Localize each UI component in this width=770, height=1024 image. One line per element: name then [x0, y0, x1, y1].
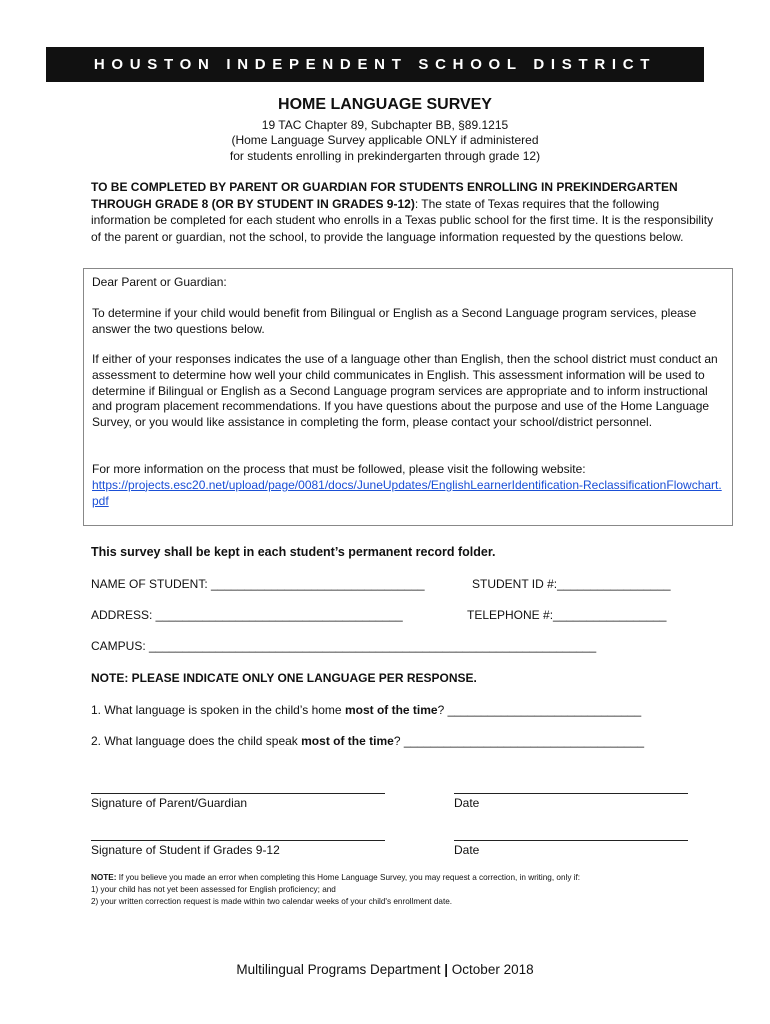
question-1-answer-line[interactable]: ? _____________________________	[437, 703, 642, 717]
footnote-line-1	[91, 872, 580, 884]
student-signature-line[interactable]	[91, 840, 385, 841]
question-2-answer-line[interactable]: ? ____________________________________	[393, 734, 645, 748]
instructions-bold: TO BE COMPLETED BY PARENT OR GUARDIAN FOR STUDENTS ENROLLING IN PREKINDERGARTEN THROUGH GRADE 8 (OR BY STUDENT IN GRADES 9-12)	[91, 180, 678, 211]
student-signature-label: Signature of Student if Grades 9-12	[91, 843, 280, 857]
letter-paragraph-3-text: For more information on the process that must be followed, please visit the following website:	[92, 462, 586, 476]
district-banner: HOUSTON INDEPENDENT SCHOOL DISTRICT	[46, 47, 704, 82]
footer-department: Multilingual Programs Department	[236, 962, 441, 977]
address-field[interactable]: ADDRESS: _____________________________________	[91, 608, 403, 622]
telephone-field[interactable]: TELEPHONE #:_________________	[467, 608, 667, 622]
page-footer	[0, 962, 770, 977]
footer-separator: |	[444, 962, 449, 977]
question-1-emphasis: most of the time	[344, 703, 438, 717]
parent-signature-line[interactable]	[91, 793, 385, 794]
student-date-line[interactable]	[454, 840, 688, 841]
correction-footnote	[91, 872, 580, 908]
campus-field[interactable]: CAMPUS: ___________________________________________________________________	[91, 639, 597, 653]
one-language-note: NOTE: PLEASE INDICATE ONLY ONE LANGUAGE PER RESPONSE.	[91, 671, 477, 685]
student-id-field[interactable]: STUDENT ID #:_________________	[472, 577, 671, 591]
question-1[interactable]	[91, 703, 641, 717]
student-name-field[interactable]: NAME OF STUDENT: ________________________________	[91, 577, 425, 591]
statute-citation: 19 TAC Chapter 89, Subchapter BB, §89.1215	[261, 118, 509, 132]
flowchart-link[interactable]: https://projects.esc20.net/upload/page/0081/docs/JuneUpdates/EnglishLearnerIdentification-ReclassificationFlowchart.pdf	[92, 477, 722, 508]
question-2-emphasis: most of the time	[301, 734, 394, 748]
applicability-line-1: (Home Language Survey applicable ONLY if administered	[231, 133, 539, 147]
parent-date-label: Date	[454, 796, 480, 810]
question-1-text: 1. What language is spoken in the child’s home	[91, 703, 345, 717]
question-2[interactable]	[91, 734, 644, 748]
letter-paragraph-1: To determine if your child would benefit from Bilingual or English as a Second Language program services, please answer the two questions below.	[92, 306, 697, 336]
student-date-label: Date	[454, 843, 480, 857]
footnote-text: If you believe you made an error when completing this Home Language Survey, you may request a correction, in writing, only if:	[116, 873, 581, 882]
question-2-text: 2. What language does the child speak	[91, 734, 302, 748]
parent-date-line[interactable]	[454, 793, 688, 794]
parent-letter-box	[83, 268, 733, 526]
instructions-paragraph	[91, 179, 721, 245]
letter-salutation: Dear Parent or Guardian:	[92, 275, 227, 289]
footnote-line-2: 1) your child has not yet been assessed for English proficiency; and	[91, 885, 336, 894]
letter-paragraph-2: If either of your responses indicates the use of a language other than English, then the school district must conduct an assessment to determine how well your child communicates in English. This assessment information will be used to determine if Bilingual or English as a Second Language program services are appropriate and to inform instructional and program placement recommendations. If you have questions about the purpose and use of the Home Language Survey, or you would like assistance in completing the form, please contact your school/district personnel.	[92, 352, 718, 430]
parent-signature-label: Signature of Parent/Guardian	[91, 796, 248, 810]
footer-date: October 2018	[451, 962, 534, 977]
applicability-line-2: for students enrolling in prekindergarten through grade 12)	[229, 149, 541, 163]
page-title: HOME LANGUAGE SURVEY	[278, 96, 492, 113]
instructions-body: : The state of Texas requires that the following information be completed for each student who enrolls in a Texas public school for the first time. It is the responsibility of the parent or guardian, not the school, to provide the language information requested by the questions below.	[91, 196, 714, 244]
record-folder-note: This survey shall be kept in each student’s permanent record folder.	[91, 545, 496, 559]
letter-paragraph-3	[92, 462, 722, 509]
footnote-label: NOTE:	[91, 873, 117, 882]
footnote-line-3: 2) your written correction request is made within two calendar weeks of your child's enrollment date.	[91, 897, 453, 906]
